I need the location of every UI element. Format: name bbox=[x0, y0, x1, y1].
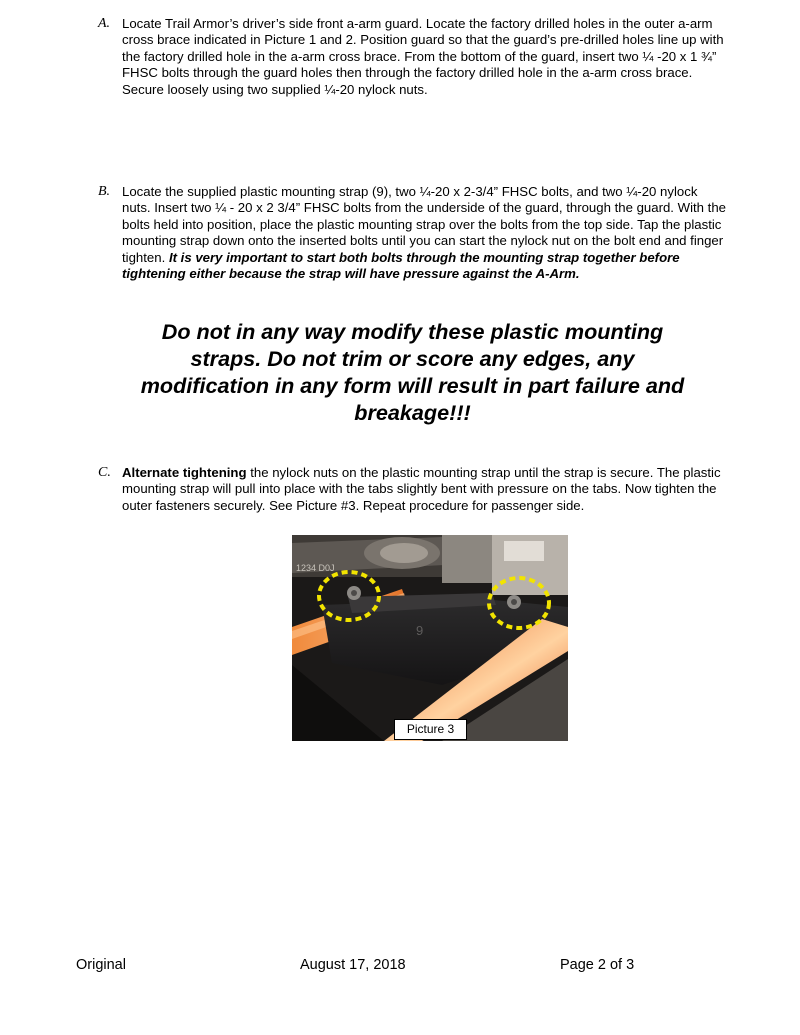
step-a-text-part: Locate Trail Armor’s driver’s side front a-arm guard. Locate the factory drilled holes in the outer a-arm cross brace indicated in Picture 1 and 2. Position guard so that the guard’s pre-drilled holes line up with the factory drilled hole in the a-arm cross brace. From the bottom of the guard, insert two ¼ -20 x 1 ¾” FHSC bolts through the guard holes then through the factory drilled hole in the a-arm cross brace. Secure loosely using two supplied ¼-20 nylock nuts. bbox=[122, 16, 724, 97]
footer-page-number: Page 2 of 3 bbox=[560, 957, 635, 973]
svg-text:9: 9 bbox=[416, 623, 424, 638]
step-b-important-note: It is very important to start both bolts through the mounting strap together before tightening either because the strap will have pressure against the A-Arm. bbox=[122, 249, 680, 282]
warning-callout: Do not in any way modify these plastic mounting straps. Do not trim or score any edges, any modification in any form will result in part failure and breakage!!! bbox=[140, 319, 685, 425]
photo-illustration bbox=[292, 535, 568, 741]
step-a-marker: A. bbox=[98, 16, 111, 31]
step-b-text-part: Locate the supplied plastic mounting strap (9), two ¼-20 x 2-3/4” FHSC bolts, and two ¼-20 nylock nuts. Insert two ¼ - 20 x 2 3/4” FHSC bolts from the underside of the guard, through the guard. With the bolts held into position, place the plastic mounting strap over the bolts from the top side. Tap the plastic mounting strap down onto the inserted bolts until you can start the nylock nut on the bolt end and finger tighten. bbox=[122, 184, 727, 265]
installation-photo bbox=[292, 535, 568, 741]
step-b-text bbox=[122, 184, 728, 282]
footer-left: Original bbox=[76, 957, 126, 973]
step-c-marker: C. bbox=[98, 465, 111, 480]
step-a-text bbox=[122, 16, 728, 98]
step-b-marker: B. bbox=[98, 184, 111, 199]
photo-caption: Picture 3 bbox=[394, 719, 467, 740]
step-c-text-part: the nylock nuts on the plastic mounting strap until the strap is secure. The plastic mounting strap will pull into place with the tabs slightly bent with pressure on the tabs. Now tighten the outer fasteners securely. See Picture #3. Repeat procedure for passenger side. bbox=[122, 465, 721, 513]
footer-date: August 17, 2018 bbox=[300, 957, 406, 973]
photo-stamp: 1234 D0J bbox=[296, 563, 335, 573]
step-c-bold-lead: Alternate tightening bbox=[122, 465, 247, 480]
step-c-text bbox=[122, 465, 728, 514]
